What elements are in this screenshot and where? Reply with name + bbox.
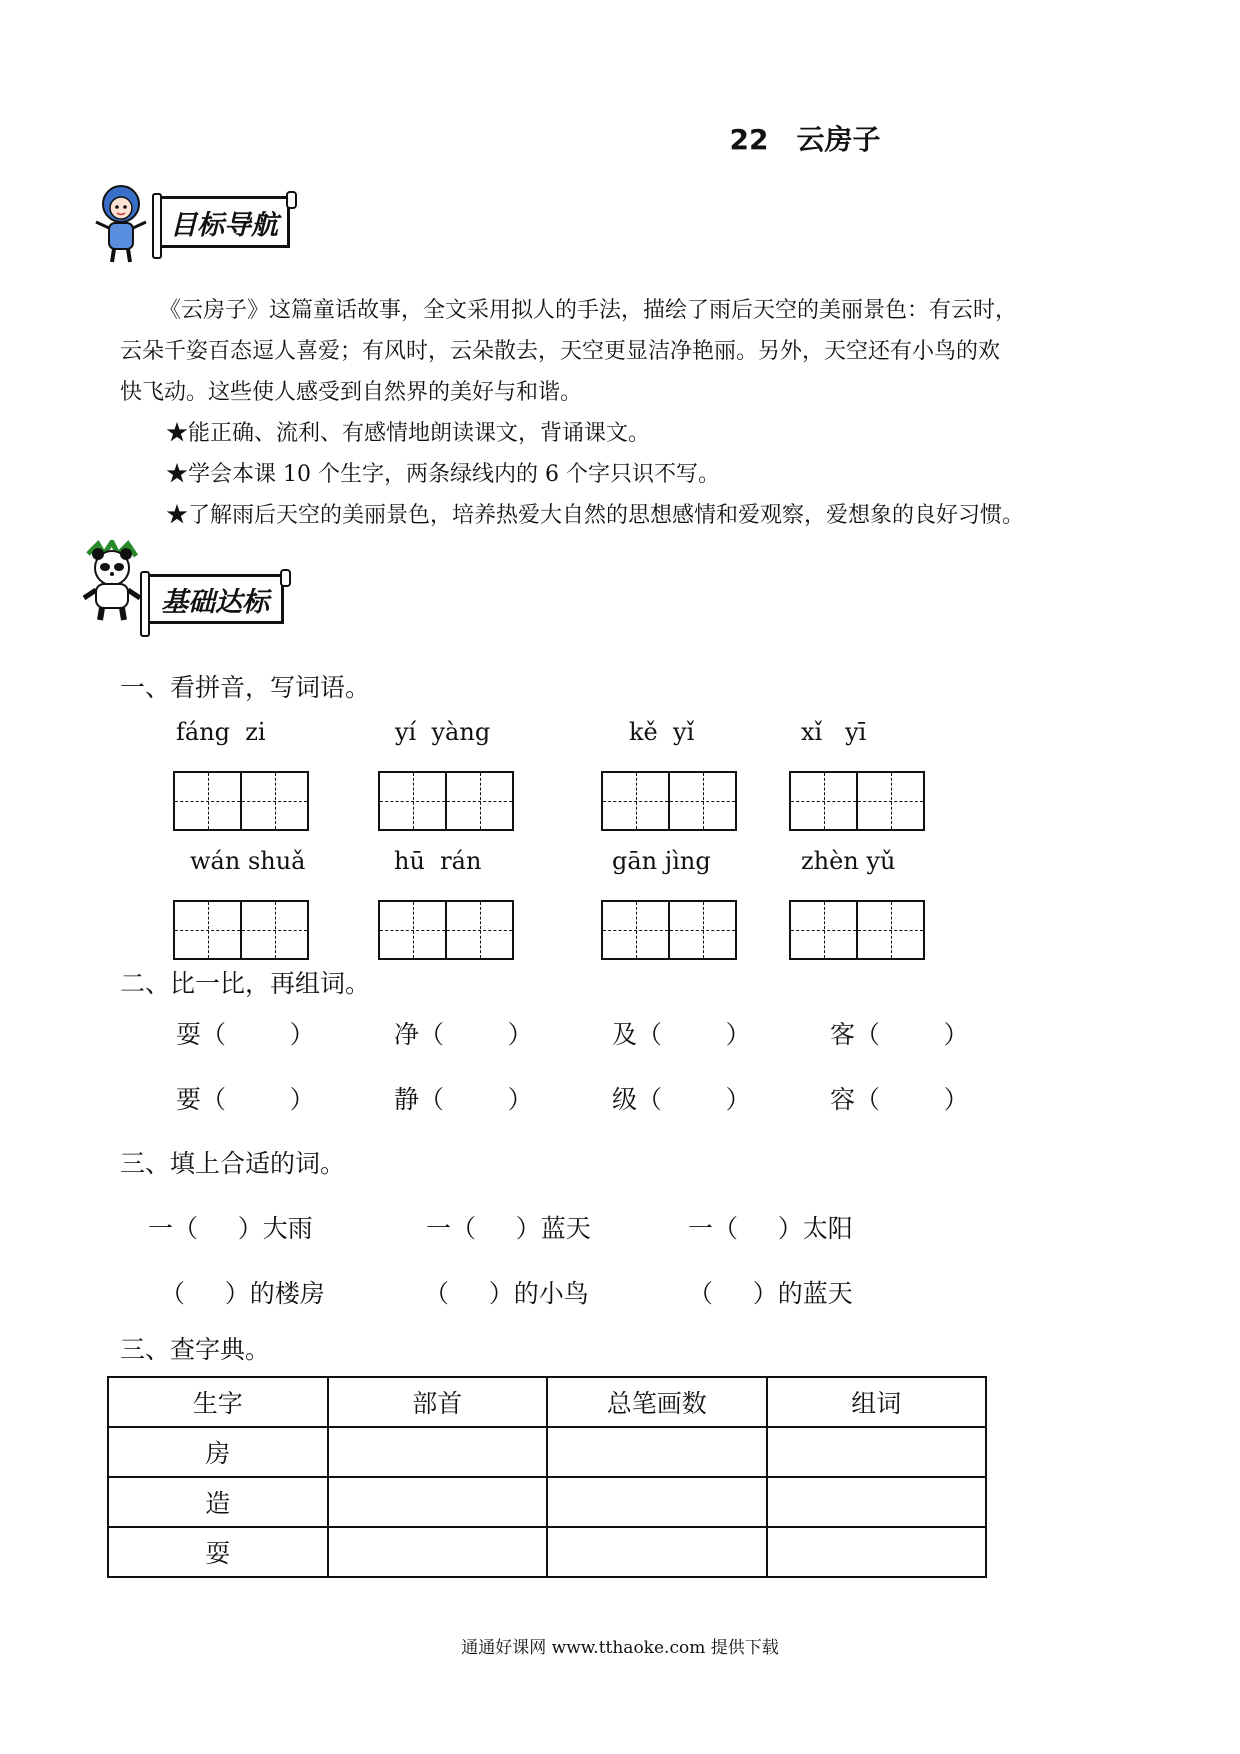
- compare-item: 耍（ ）: [176, 1020, 315, 1049]
- intro-line-2: 云朵千姿百态逗人喜爱；有风时，云朵散去，天空更显洁净艳丽。另外，天空还有小鸟的欢: [120, 339, 1001, 364]
- column-header: 组词: [767, 1377, 987, 1427]
- compare-item: 及（ ）: [612, 1020, 751, 1049]
- compare-item: 静（ ）: [394, 1085, 533, 1114]
- intro-line-3: 快飞动。这些使人感受到自然界的美好与和谐。: [120, 380, 583, 405]
- q4-heading: 三、查字典。: [120, 1335, 271, 1364]
- answer-cell[interactable]: [767, 1527, 987, 1577]
- dictionary-table: [107, 1376, 987, 1578]
- answer-cell[interactable]: [547, 1477, 767, 1527]
- answer-cell[interactable]: [547, 1427, 767, 1477]
- fill-item: 一（ ）蓝天: [426, 1214, 591, 1243]
- char-cell: 房: [108, 1427, 328, 1477]
- table-header-row: [108, 1377, 986, 1427]
- answer-cell[interactable]: [328, 1427, 548, 1477]
- q1-heading: 一、看拼音，写词语。: [120, 673, 371, 702]
- writing-grid[interactable]: [173, 771, 309, 831]
- writing-grid[interactable]: [601, 900, 737, 960]
- compare-item: 净（ ）: [394, 1020, 533, 1049]
- compare-item: 容（ ）: [830, 1085, 969, 1114]
- goal-1: ★能正确、流利、有感情地朗读课文，背诵课文。: [166, 421, 651, 446]
- writing-grid[interactable]: [789, 900, 925, 960]
- panda-mascot-icon: [78, 540, 146, 622]
- pinyin: zhèn yǔ: [801, 847, 896, 875]
- q3-heading: 三、填上合适的词。: [120, 1149, 346, 1178]
- answer-cell[interactable]: [547, 1527, 767, 1577]
- lesson-title: [0, 118, 1240, 158]
- writing-grid[interactable]: [601, 771, 737, 831]
- column-header: 总笔画数: [547, 1377, 767, 1427]
- fill-item: （ ）的蓝天: [688, 1279, 853, 1308]
- pinyin: hū rán: [394, 847, 482, 875]
- compare-item: 要（ ）: [176, 1085, 315, 1114]
- answer-cell[interactable]: [328, 1477, 548, 1527]
- table-row: [108, 1477, 986, 1527]
- goal-2: ★学会本课 10 个生字，两条绿线内的 6 个字只识不写。: [166, 462, 720, 487]
- page-footer: 通通好课网 www.tthaoke.com 提供下载: [461, 1638, 779, 1658]
- intro-line-1: 《云房子》这篇童话故事，全文采用拟人的手法，描绘了雨后天空的美丽景色：有云时，: [159, 298, 1018, 323]
- basic-section-label: 基础达标: [161, 586, 269, 618]
- pinyin: yí yàng: [395, 718, 491, 746]
- table-row: [108, 1427, 986, 1477]
- fill-item: 一（ ）大雨: [148, 1214, 313, 1243]
- pinyin: xǐ yī: [801, 718, 867, 746]
- mascot-doll-icon: [88, 182, 154, 266]
- compare-item: 客（ ）: [830, 1020, 969, 1049]
- q2-heading: 二、比一比，再组词。: [120, 969, 371, 998]
- pinyin: wán shuǎ: [190, 847, 306, 875]
- goals-section-banner: [158, 196, 290, 248]
- pinyin: gān jìng: [612, 847, 711, 875]
- lesson-number: 22: [729, 123, 769, 156]
- fill-item: （ ）的小鸟: [424, 1279, 589, 1308]
- fill-item: （ ）的楼房: [160, 1279, 325, 1308]
- answer-cell[interactable]: [328, 1527, 548, 1577]
- goals-section-label: 目标导航: [170, 209, 278, 241]
- char-cell: 造: [108, 1477, 328, 1527]
- answer-cell[interactable]: [767, 1477, 987, 1527]
- pinyin: fáng zi: [176, 718, 266, 746]
- table-row: [108, 1527, 986, 1577]
- goal-3: ★了解雨后天空的美丽景色，培养热爱大自然的思想感情和爱观察，爱想象的良好习惯。: [166, 503, 1025, 528]
- fill-item: 一（ ）太阳: [688, 1214, 853, 1243]
- char-cell: 耍: [108, 1527, 328, 1577]
- compare-item: 级（ ）: [612, 1085, 751, 1114]
- writing-grid[interactable]: [789, 771, 925, 831]
- column-header: 生字: [108, 1377, 328, 1427]
- writing-grid[interactable]: [378, 771, 514, 831]
- lesson-name: 云房子: [796, 123, 881, 156]
- writing-grid[interactable]: [173, 900, 309, 960]
- pinyin: kě yǐ: [629, 718, 695, 746]
- basic-section-banner: [146, 574, 284, 624]
- writing-grid[interactable]: [378, 900, 514, 960]
- answer-cell[interactable]: [767, 1427, 987, 1477]
- column-header: 部首: [328, 1377, 548, 1427]
